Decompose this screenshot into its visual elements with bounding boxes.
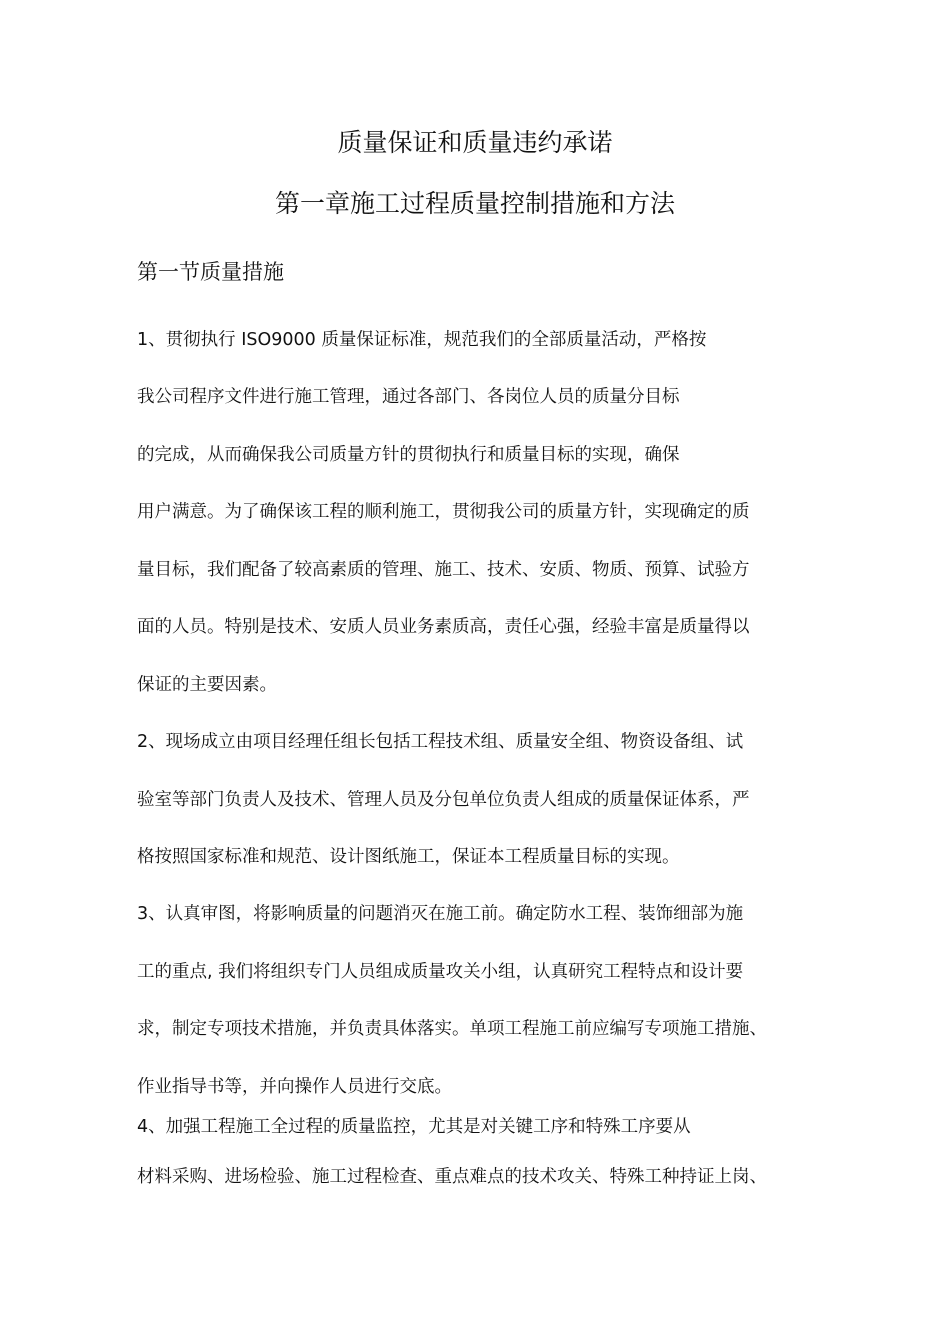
body-line: 工的重点, 我们将组织专门人员组成质量攻关小组，认真研究工程特点和设计要 (137, 962, 744, 982)
body-line: 3、认真审图，将影响质量的问题消灭在施工前。确定防水工程、装饰细部为施 (137, 904, 744, 924)
body-line: 2、现场成立由项目经理任组长包括工程技术组、质量安全组、物资设备组、试 (137, 732, 744, 752)
body-line: 材料采购、进场检验、施工过程检查、重点难点的技术攻关、特殊工种持证上岗、 (137, 1167, 767, 1187)
document-title: 质量保证和质量违约承诺 (337, 128, 613, 157)
body-line: 我公司程序文件进行施工管理，通过各部门、各岗位人员的质量分目标 (137, 387, 680, 407)
body-line: 格按照国家标准和规范、设计图纸施工，保证本工程质量目标的实现。 (137, 847, 680, 867)
chapter-heading: 第一章施工过程质量控制措施和方法 (274, 189, 675, 218)
body-line: 验室等部门负责人及技术、管理人员及分包单位负责人组成的质量保证体系，严 (137, 790, 750, 810)
body-line: 求，制定专项技术措施，并负责具体落实。单项工程施工前应编写专项施工措施、 (137, 1019, 767, 1039)
body-line: 作业指导书等，并向操作人员进行交底。 (137, 1077, 452, 1097)
body-line: 1、贯彻执行 ISO9000 质量保证标准，规范我们的全部质量活动，严格按 (137, 330, 707, 350)
body-line: 保证的主要因素。 (137, 675, 277, 695)
body-line: 4、加强工程施工全过程的质量监控，尤其是对关键工序和特殊工序要从 (137, 1117, 691, 1137)
body-line: 用户满意。为了确保该工程的顺利施工，贯彻我公司的质量方针，实现确定的质 (137, 502, 750, 522)
body-line: 的完成，从而确保我公司质量方针的贯彻执行和质量目标的实现，确保 (137, 445, 680, 465)
section-heading: 第一节质量措施 (137, 260, 284, 284)
body-line: 面的人员。特别是技术、安质人员业务素质高，责任心强，经验丰富是质量得以 (137, 617, 750, 637)
body-line: 量目标，我们配备了较高素质的管理、施工、技术、安质、物质、预算、试验方 (137, 560, 750, 580)
